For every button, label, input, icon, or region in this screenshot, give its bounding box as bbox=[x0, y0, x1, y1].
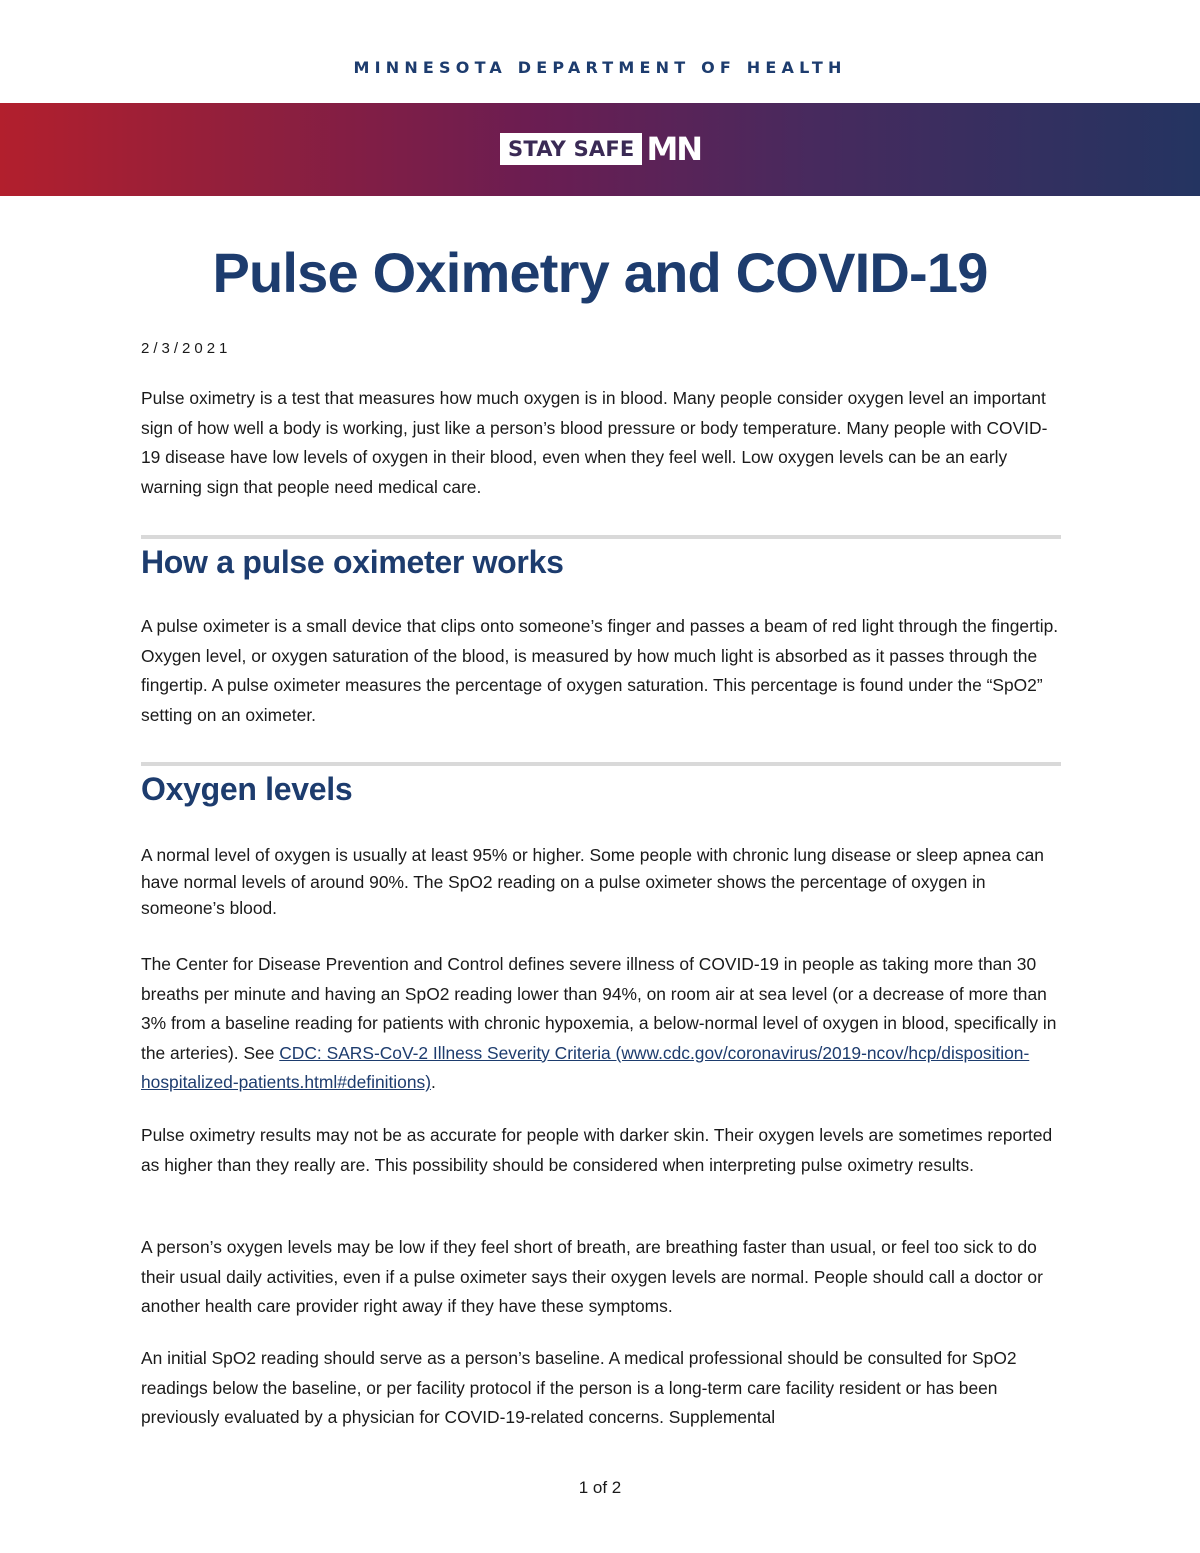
section-divider bbox=[141, 535, 1061, 539]
agency-name: MINNESOTA DEPARTMENT OF HEALTH bbox=[353, 58, 847, 77]
severity-criteria-text: The Center for Disease Prevention and Control defines severe illness of COVID-19 in people as taking more than 30 breaths per minute and having an SpO2 reading lower than 94%, on room air at sea level (or a decrease of more than 3% from a baseline reading for patients with chronic hypoxemia, a below-normal level of oxygen in blood, specifically in the arteries). See bbox=[141, 954, 1057, 1063]
cdc-severity-criteria-link[interactable]: CDC: SARS-CoV-2 Illness Severity Criteria (www.cdc.gov/coronavirus/2019-ncov/hcp/disposition-hospitalized-patients.html#definitions) bbox=[141, 1042, 1030, 1093]
link-suffix: . bbox=[431, 1072, 436, 1093]
stay-safe-mn-logo bbox=[500, 130, 702, 168]
intro-paragraph: Pulse oximetry is a test that measures how much oxygen is in blood. Many people consider oxygen level an important sign of how well a body is working, just like a person’s blood pressure or body temperature. Many people with COVID-19 disease have low levels of oxygen in their blood, even when they feel well. Low oxygen levels can be an early warning sign that people need medical care. bbox=[141, 388, 1048, 497]
document-date: 2/3/2021 bbox=[141, 340, 232, 357]
oxygen-levels-paragraph-3: Pulse oximetry results may not be as accurate for people with darker skin. Their oxygen levels are sometimes reported as higher than they really are. This possibility should be considered when interpreting pulse oximetry results. bbox=[141, 1125, 1053, 1175]
oxygen-levels-paragraph-1: A normal level of oxygen is usually at least 95% or higher. Some people with chronic lung disease or sleep apnea can have normal levels of around 90%. The SpO2 reading on a pulse oximeter shows the percentage of oxygen in someone’s blood. bbox=[141, 845, 1044, 918]
how-it-works-paragraph: A pulse oximeter is a small device that clips onto someone’s finger and passes a beam of red light through the fingertip. Oxygen level, or oxygen saturation of the blood, is measured by how much light is absorbed as it passes through the fingertip. A pulse oximeter measures the percentage of oxygen saturation. This percentage is found under the “SpO2” setting on an oximeter. bbox=[141, 616, 1059, 725]
oxygen-levels-paragraph-5: An initial SpO2 reading should serve as a person’s baseline. A medical professional should be consulted for SpO2 readings below the baseline, or per facility protocol if the person is a long-term care facility resident or has been previously evaluated by a physician for COVID-19-related concerns. Supplemental bbox=[141, 1348, 1017, 1428]
page-number: 1 of 2 bbox=[578, 1478, 622, 1497]
section-heading-how-it-works: How a pulse oximeter works bbox=[141, 544, 564, 580]
page-title: Pulse Oximetry and COVID-19 bbox=[212, 241, 988, 304]
logo-text: STAY SAFE bbox=[500, 133, 642, 165]
oxygen-levels-paragraph-2 bbox=[141, 950, 1066, 1098]
logo-mark: MN bbox=[646, 130, 702, 168]
section-heading-oxygen-levels: Oxygen levels bbox=[141, 771, 353, 807]
oxygen-levels-paragraph-4: A person’s oxygen levels may be low if they feel short of breath, are breathing faster than usual, or feel too sick to do their usual daily activities, even if a pulse oximeter says their oxygen levels are normal. People should call a doctor or another health care provider right away if they have these symptoms. bbox=[141, 1237, 1043, 1317]
section-divider bbox=[141, 762, 1061, 766]
